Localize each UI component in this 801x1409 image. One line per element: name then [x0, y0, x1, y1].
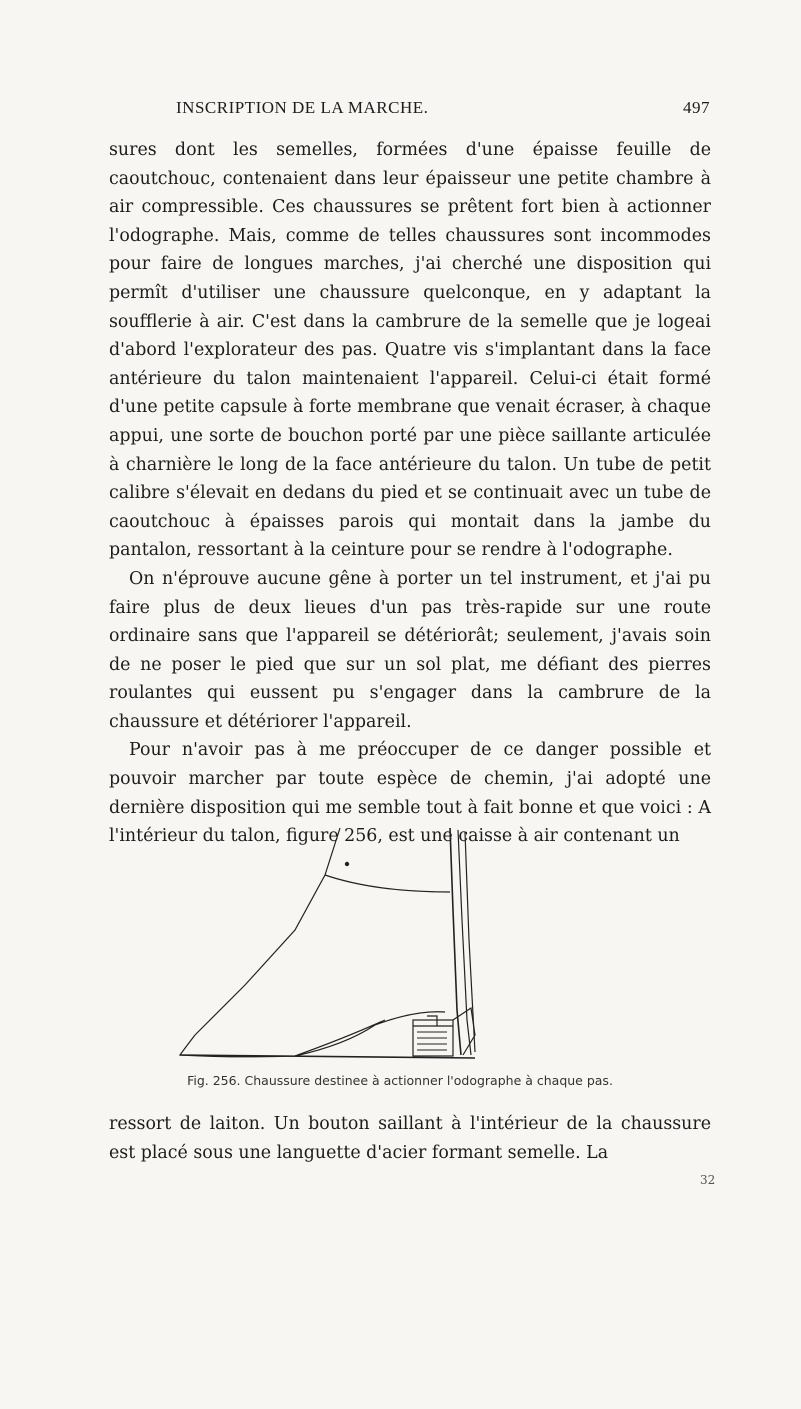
signature-mark: 32 [700, 1173, 716, 1187]
continued-text [109, 1110, 711, 1167]
paragraph-2: On n'éprouve aucune gêne à porter un tel instrument, et j'ai pu faire plus de deux lieues d'un pas très-rapide sur une route ordinaire sans que l'appareil se détériorât; seulement, j'avais soin de ne poser le pied que sur un sol plat, me défiant des pierres roulantes qui eussent pu s'engager dans la cambrure de la chaussure et détériorer l'appareil. [109, 568, 711, 732]
paragraph-1: sures dont les semelles, formées d'une épaisse feuille de caoutchouc, contenaient dans leur épaisseur une petite chambre à air compressible. Ces chaussures se prêtent fort bien à actionner l'odographe. Mais, comme de telles chaussures sont incommodes pour faire de longues marches, j'ai cherché une disposition qui permît d'utiliser une chaussure quelconque, en y adaptant la soufflerie à air. C'est dans la cambrure de la semelle que je logeai d'abord l'explorateur des pas. Quatre vis s'implantant dans la face antérieure du talon maintenaient l'appareil. Celui-ci était formé d'une petite capsule à forte membrane que venait écraser, à chaque appui, une sorte de bouchon porté par une pièce saillante articulée à charnière le long de la face antérieure du talon. Un tube de petit calibre s'élevait en dedans du pied et se continuait avec un tube de caoutchouc à épaisses parois qui montait dans la jambe du pantalon, ressortant à la ceinture pour se rendre à l'odographe. [109, 140, 711, 561]
running-header [176, 98, 710, 122]
running-title: INSCRIPTION DE LA MARCHE. [176, 98, 429, 117]
shoe-illustration [175, 820, 515, 1065]
page-number: 497 [683, 98, 710, 117]
figure-caption: Fig. 256. Chaussure destinee à actionner l'odographe à chaque pas. [187, 1073, 613, 1088]
paragraph-3: Pour n'avoir pas à me préoccuper de ce danger possible et pouvoir marcher par toute espèce de chemin, j'ai adopté une dernière disposition qui me semble tout à fait bonne et que voici : A l'intérieur du talon, figure 256, est une caisse à air contenant un [109, 740, 711, 847]
main-text [109, 136, 711, 851]
paragraph-4: ressort de laiton. Un bouton saillant à l'intérieur de la chaussure est placé sous une languette d'acier formant semelle. La [109, 1114, 711, 1163]
